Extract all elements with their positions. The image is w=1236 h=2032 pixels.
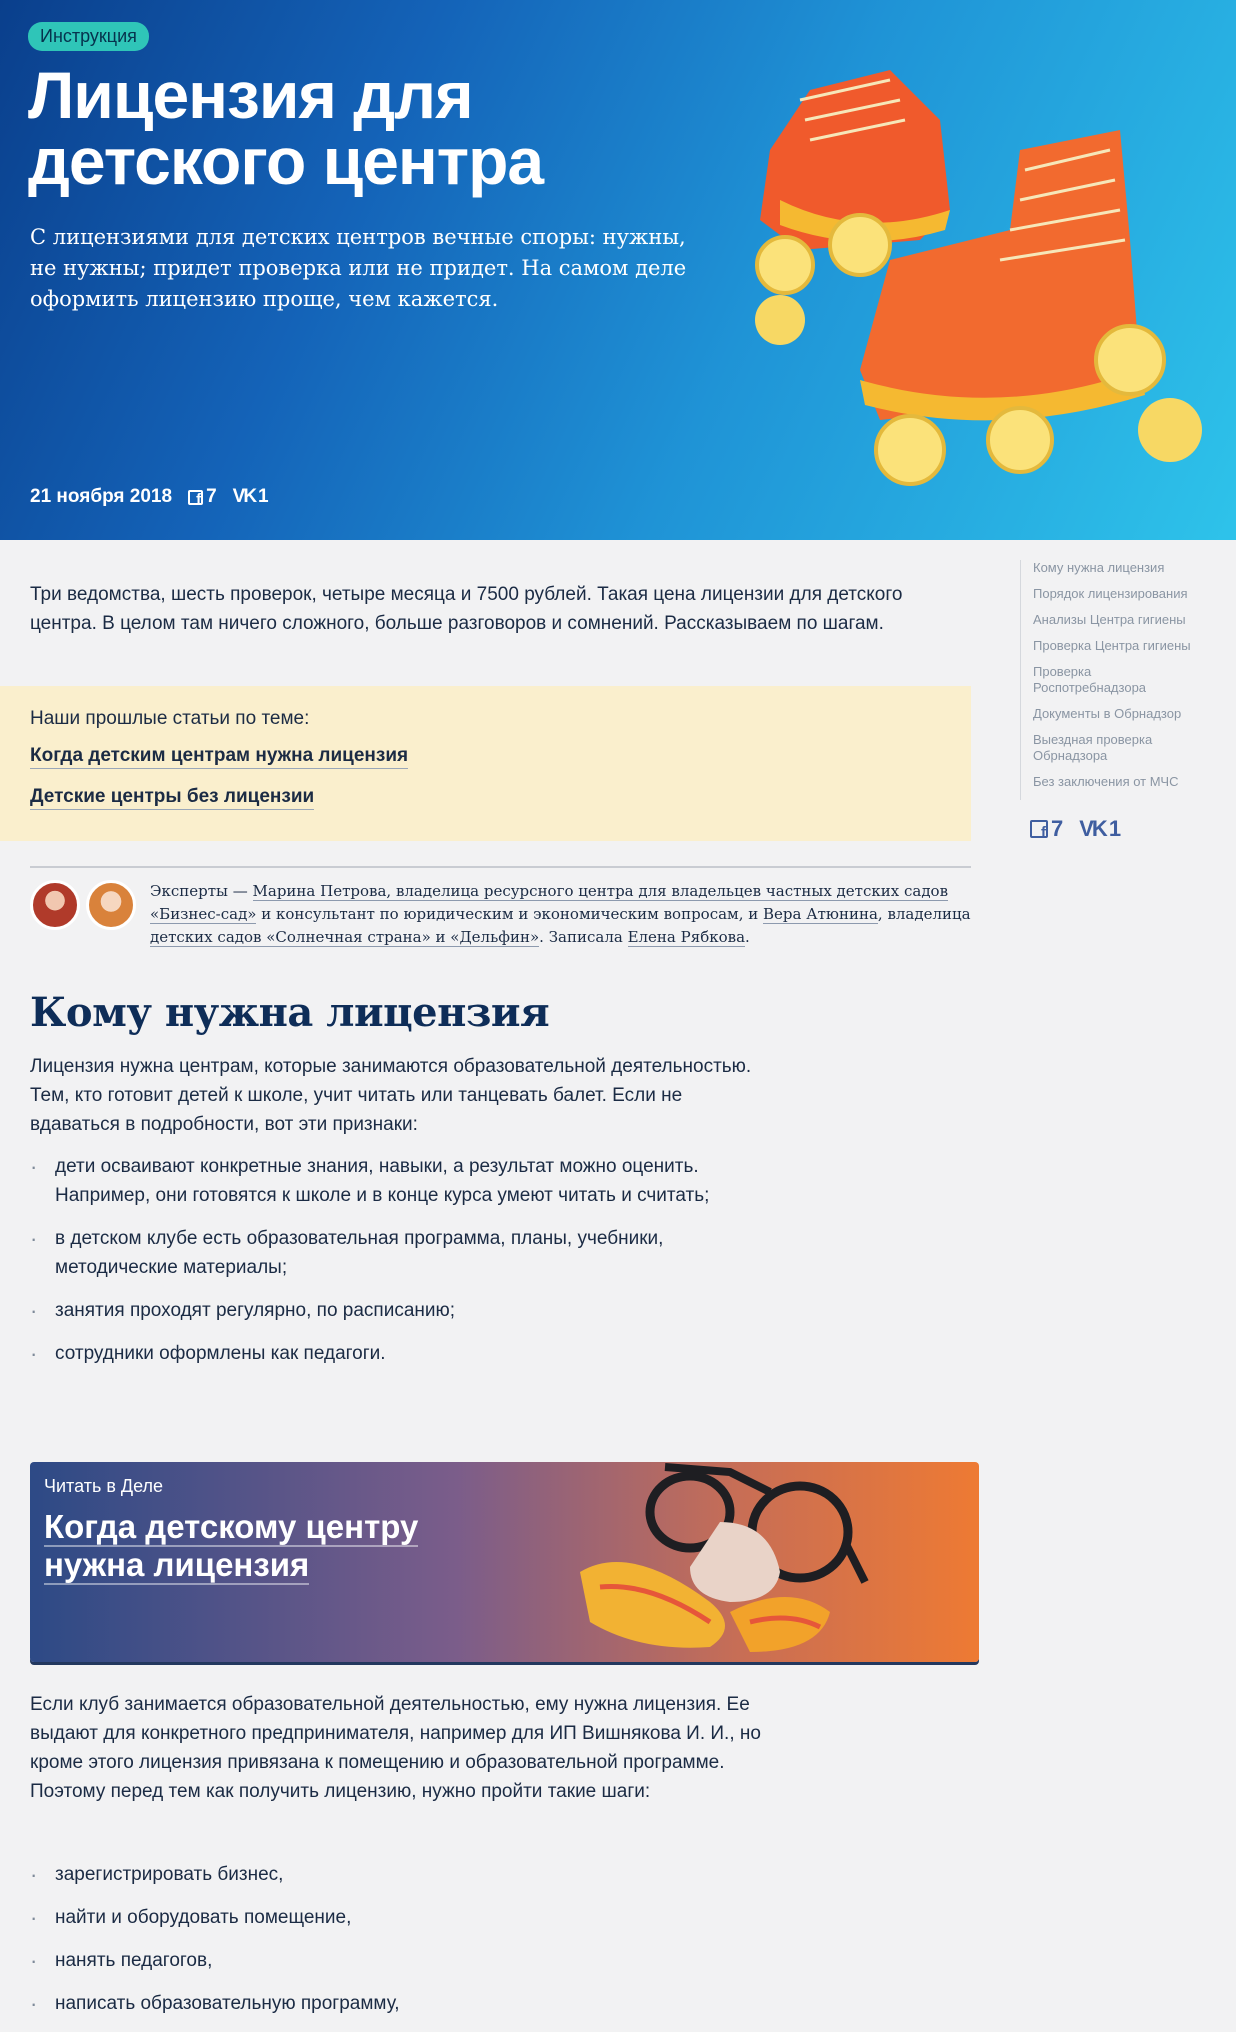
toc-item[interactable]: Проверка Роспотребнадзора <box>1033 664 1147 695</box>
sidebar-share <box>1030 816 1121 842</box>
paragraph: Лицензия нужна центрам, которые занимаются образовательной деятельностью. Тем, кто готовит детей к школе, учит читать или танцевать балет. Если не вдаваться в подробности, вот эти признаки: <box>30 1056 752 1135</box>
facebook-count: 7 <box>1051 816 1064 841</box>
hero-banner <box>0 0 1236 540</box>
list-item: · написать образовательную программу, <box>30 1989 790 2018</box>
list-item: · в детском клубе есть образовательная программа, планы, учебники, методические материалы; <box>30 1224 790 1282</box>
toc-item[interactable]: Кому нужна лицензия <box>1033 560 1165 575</box>
author-link[interactable]: Елена Рябкова <box>627 928 746 946</box>
toc-item[interactable]: Документы в Обрнадзор <box>1033 706 1182 721</box>
related-articles <box>0 686 971 841</box>
org-link-2[interactable]: детских садов «Солнечная страна» и «Дельфин» <box>150 928 540 946</box>
promo-kicker: Читать в Деле <box>44 1476 164 1496</box>
category-tag[interactable]: Инструкция <box>28 22 149 51</box>
related-link-1[interactable]: Когда детским центрам нужна лицензия <box>30 744 408 769</box>
expert-avatars <box>30 880 136 949</box>
table-of-contents <box>1020 560 1233 800</box>
page-title <box>28 58 728 198</box>
list-item: · зарегистрировать бизнес, <box>30 1860 790 1889</box>
promo-title-line1: Когда детскому центру <box>44 1508 419 1545</box>
roller-skates-illustration <box>740 40 1210 500</box>
experts-suffix: . <box>745 928 750 946</box>
criteria-list <box>30 1152 790 1382</box>
toc-item[interactable]: Порядок лицензирования <box>1033 586 1188 601</box>
facebook-count: 7 <box>206 486 217 507</box>
vk-icon: VK <box>1079 816 1106 841</box>
experts-prefix: Эксперты — <box>150 882 253 900</box>
experts-text-3: , владелица <box>877 905 971 923</box>
list-item: · дети осваивают конкретные знания, навыки, а результат можно оценить. Например, они готовятся к школе и в конце курса умеют читать и считать; <box>30 1152 790 1210</box>
toc-item[interactable]: Без заключения от МЧС <box>1033 774 1179 789</box>
promo-card[interactable] <box>30 1462 979 1662</box>
article-body <box>30 580 971 2014</box>
page-title-line1: Лицензия для <box>28 58 473 132</box>
vk-share[interactable] <box>233 486 269 508</box>
vk-share[interactable] <box>1079 816 1121 842</box>
related-title: Наши прошлые статьи по теме: <box>30 708 310 729</box>
facebook-share[interactable] <box>1030 816 1063 842</box>
experts-text-4: . Записала <box>539 928 628 946</box>
expert-link-1[interactable]: Марина Петрова <box>252 882 387 900</box>
list-item: · занятия проходят регулярно, по расписанию; <box>30 1296 790 1325</box>
experts-text-1: , владелица ресурсного центра для владельцев частных детских садов <box>386 882 949 900</box>
facebook-icon <box>1030 820 1048 838</box>
promo-title <box>44 1508 514 1584</box>
publish-date: 21 ноября 2018 <box>30 486 173 507</box>
experts-text <box>150 880 971 949</box>
list-item: · найти и оборудовать помещение, <box>30 1903 790 1932</box>
facebook-share[interactable] <box>188 486 217 508</box>
hero-lead: С лицензиями для детских центров вечные споры: нужны, не нужны; придет проверка или не придет. На самом деле оформить лицензию проще, чем кажется. <box>30 225 687 311</box>
page-title-line2: детского центра <box>28 124 544 198</box>
promo-title-line2: нужна лицензия <box>44 1546 310 1583</box>
facebook-icon <box>188 490 203 505</box>
section-heading: Кому нужна лицензия <box>30 989 550 1036</box>
experts-text-2: и консультант по юридическим и экономическим вопросам, и <box>256 905 764 923</box>
toc-item[interactable]: Анализы Центра гигиены <box>1033 612 1186 627</box>
related-link-2[interactable]: Детские центры без лицензии <box>30 785 314 810</box>
article-intro: Три ведомства, шесть проверок, четыре месяца и 7500 рублей. Такая цена лицензии для детского центра. В целом там ничего сложного, больше разговоров и сомнений. Рассказываем по шагам. <box>30 584 903 634</box>
list-item: · нанять педагогов, <box>30 1946 790 1975</box>
org-link-1[interactable]: «Бизнес-сад» <box>150 905 257 923</box>
toc-item[interactable]: Проверка Центра гигиены <box>1033 638 1191 653</box>
experts-block <box>30 866 971 949</box>
steps-list <box>30 1860 790 2032</box>
avatar <box>30 880 80 930</box>
expert-link-2[interactable]: Вера Атюнина <box>763 905 878 923</box>
vk-icon: VK <box>232 486 256 507</box>
vk-count: 1 <box>258 486 269 507</box>
list-item: · сотрудники оформлены как педагоги. <box>30 1339 790 1368</box>
paragraph: Если клуб занимается образовательной деятельностью, ему нужна лицензия. Ее выдают для конкретного предпринимателя, например для ИП Вишнякова И. И., но кроме этого лицензия привязана к помещению и образовательной программе. Поэтому перед тем как получить лицензию, нужно пройти такие шаги: <box>30 1694 761 1802</box>
avatar <box>86 880 136 930</box>
hero-meta <box>30 486 269 508</box>
toc-item[interactable]: Выездная проверка Обрнадзора <box>1033 732 1153 763</box>
disguise-glasses-illustration <box>570 1462 870 1662</box>
vk-count: 1 <box>1108 816 1122 841</box>
